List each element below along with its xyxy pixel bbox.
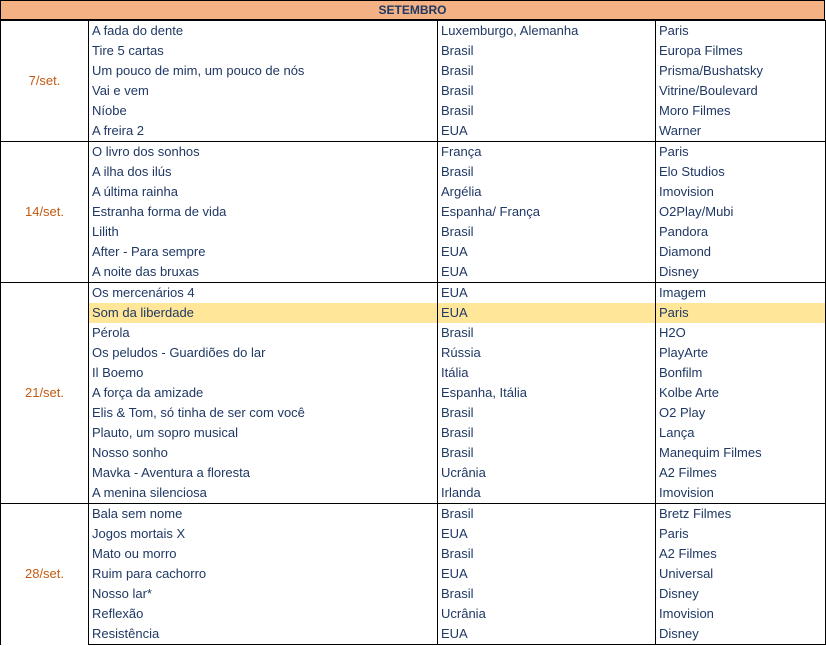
distributor-cell[interactable]: Moro Filmes <box>656 101 826 121</box>
title-cell[interactable]: A ilha dos ilús <box>89 162 438 182</box>
distributor-cell[interactable]: Imovision <box>656 483 826 504</box>
title-cell[interactable]: Níobe <box>89 101 438 121</box>
country-cell[interactable]: Itália <box>438 363 656 383</box>
title-cell[interactable]: Lilith <box>89 222 438 242</box>
country-cell[interactable]: Brasil <box>438 101 656 121</box>
table-row <box>1 21 826 42</box>
title-cell[interactable]: A freira 2 <box>89 121 438 142</box>
distributor-cell[interactable]: Prisma/Bushatsky <box>656 61 826 81</box>
country-cell[interactable]: Brasil <box>438 81 656 101</box>
title-cell[interactable]: Bala sem nome <box>89 504 438 525</box>
table-row <box>1 443 826 463</box>
table-row <box>1 202 826 222</box>
distributor-cell[interactable]: A2 Filmes <box>656 544 826 564</box>
title-cell[interactable]: Nosso lar* <box>89 584 438 604</box>
distributor-cell[interactable]: PlayArte <box>656 343 826 363</box>
table-row <box>1 343 826 363</box>
distributor-cell[interactable]: Paris <box>656 142 826 163</box>
distributor-cell[interactable]: Paris <box>656 303 826 323</box>
table-row <box>1 463 826 483</box>
country-cell[interactable]: Brasil <box>438 584 656 604</box>
distributor-cell[interactable]: O2 Play <box>656 403 826 423</box>
title-cell[interactable]: Pérola <box>89 323 438 343</box>
table-row <box>1 142 826 163</box>
country-cell[interactable]: EUA <box>438 242 656 262</box>
title-cell[interactable]: Som da liberdade <box>89 303 438 323</box>
title-cell[interactable]: Il Boemo <box>89 363 438 383</box>
table-row <box>1 504 826 525</box>
table-row <box>1 383 826 403</box>
country-cell[interactable]: EUA <box>438 283 656 304</box>
country-cell[interactable]: Irlanda <box>438 483 656 504</box>
country-cell[interactable]: Brasil <box>438 162 656 182</box>
title-cell[interactable]: A menina silenciosa <box>89 483 438 504</box>
distributor-cell[interactable]: Kolbe Arte <box>656 383 826 403</box>
country-cell[interactable]: Brasil <box>438 443 656 463</box>
distributor-cell[interactable]: A2 Filmes <box>656 463 826 483</box>
country-cell[interactable]: Espanha, Itália <box>438 383 656 403</box>
table-row <box>1 262 826 283</box>
distributor-cell[interactable]: Manequim Filmes <box>656 443 826 463</box>
country-cell[interactable]: Brasil <box>438 222 656 242</box>
country-cell[interactable]: Rússia <box>438 343 656 363</box>
distributor-cell[interactable]: Europa Filmes <box>656 41 826 61</box>
distributor-cell[interactable]: Bonfilm <box>656 363 826 383</box>
table-row <box>1 162 826 182</box>
distributor-cell[interactable]: Paris <box>656 21 826 42</box>
table-row <box>1 544 826 564</box>
table-row <box>1 584 826 604</box>
country-cell[interactable]: Ucrânia <box>438 463 656 483</box>
title-cell[interactable]: Reflexão <box>89 604 438 624</box>
distributor-cell[interactable]: Paris <box>656 524 826 544</box>
title-cell[interactable]: Jogos mortais X <box>89 524 438 544</box>
title-cell[interactable]: O livro dos sonhos <box>89 142 438 163</box>
table-row <box>1 121 826 142</box>
distributor-cell[interactable]: Disney <box>656 262 826 283</box>
country-cell[interactable]: Brasil <box>438 41 656 61</box>
table-row <box>1 624 826 645</box>
country-cell[interactable]: Brasil <box>438 504 656 525</box>
title-cell[interactable]: Um pouco de mim, um pouco de nós <box>89 61 438 81</box>
title-cell[interactable]: After - Para sempre <box>89 242 438 262</box>
country-cell[interactable]: Luxemburgo, Alemanha <box>438 21 656 42</box>
release-date-cell[interactable]: 28/set. <box>1 504 89 645</box>
title-cell[interactable]: Os mercenários 4 <box>89 283 438 304</box>
title-cell[interactable]: Elis & Tom, só tinha de ser com você <box>89 403 438 423</box>
distributor-cell[interactable]: Pandora <box>656 222 826 242</box>
table-row <box>1 101 826 121</box>
release-date-cell[interactable]: 21/set. <box>1 283 89 504</box>
title-cell[interactable]: A força da amizade <box>89 383 438 403</box>
table-row <box>1 423 826 443</box>
title-cell[interactable]: Nosso sonho <box>89 443 438 463</box>
title-cell[interactable]: A última rainha <box>89 182 438 202</box>
table-row <box>1 242 826 262</box>
country-cell[interactable]: Brasil <box>438 61 656 81</box>
distributor-cell[interactable]: Lança <box>656 423 826 443</box>
title-cell[interactable]: Tire 5 cartas <box>89 41 438 61</box>
country-cell[interactable]: França <box>438 142 656 163</box>
distributor-cell[interactable]: Bretz Filmes <box>656 504 826 525</box>
distributor-cell[interactable]: Disney <box>656 624 826 645</box>
table-row <box>1 363 826 383</box>
distributor-cell[interactable]: Imovision <box>656 604 826 624</box>
country-cell[interactable]: EUA <box>438 524 656 544</box>
country-cell[interactable]: EUA <box>438 262 656 283</box>
table-row <box>1 81 826 101</box>
title-cell[interactable]: Vai e vem <box>89 81 438 101</box>
month-header[interactable]: SETEMBRO <box>0 0 825 20</box>
distributor-cell[interactable]: Elo Studios <box>656 162 826 182</box>
table-row <box>1 182 826 202</box>
title-cell[interactable]: Mato ou morro <box>89 544 438 564</box>
title-cell[interactable]: Estranha forma de vida <box>89 202 438 222</box>
country-cell[interactable]: Argélia <box>438 182 656 202</box>
country-cell[interactable]: Ucrânia <box>438 604 656 624</box>
country-cell[interactable]: EUA <box>438 121 656 142</box>
table-row <box>1 524 826 544</box>
country-cell[interactable]: Espanha/ França <box>438 202 656 222</box>
distributor-cell[interactable]: Vitrine/Boulevard <box>656 81 826 101</box>
title-cell[interactable]: A noite das bruxas <box>89 262 438 283</box>
table-row <box>1 323 826 343</box>
title-cell[interactable]: A fada do dente <box>89 21 438 42</box>
release-table <box>0 20 826 645</box>
distributor-cell[interactable]: O2Play/Mubi <box>656 202 826 222</box>
distributor-cell[interactable]: Universal <box>656 564 826 584</box>
title-cell[interactable]: Ruim para cachorro <box>89 564 438 584</box>
country-cell[interactable]: Brasil <box>438 323 656 343</box>
title-cell[interactable]: Mavka - Aventura a floresta <box>89 463 438 483</box>
table-row <box>1 61 826 81</box>
table-row <box>1 222 826 242</box>
distributor-cell[interactable]: Disney <box>656 584 826 604</box>
table-row <box>1 303 826 323</box>
country-cell[interactable]: Brasil <box>438 423 656 443</box>
country-cell[interactable]: EUA <box>438 303 656 323</box>
country-cell[interactable]: EUA <box>438 624 656 645</box>
table-row <box>1 564 826 584</box>
distributor-cell[interactable]: Imovision <box>656 182 826 202</box>
release-date-cell[interactable]: 7/set. <box>1 21 89 142</box>
distributor-cell[interactable]: H2O <box>656 323 826 343</box>
country-cell[interactable]: Brasil <box>438 403 656 423</box>
table-row <box>1 483 826 504</box>
country-cell[interactable]: Brasil <box>438 544 656 564</box>
distributor-cell[interactable]: Warner <box>656 121 826 142</box>
title-cell[interactable]: Resistência <box>89 624 438 645</box>
distributor-cell[interactable]: Diamond <box>656 242 826 262</box>
title-cell[interactable]: Os peludos - Guardiões do lar <box>89 343 438 363</box>
distributor-cell[interactable]: Imagem <box>656 283 826 304</box>
table-row <box>1 604 826 624</box>
title-cell[interactable]: Plauto, um sopro musical <box>89 423 438 443</box>
table-row <box>1 283 826 304</box>
release-date-cell[interactable]: 14/set. <box>1 142 89 283</box>
table-row <box>1 41 826 61</box>
table-row <box>1 403 826 423</box>
country-cell[interactable]: EUA <box>438 564 656 584</box>
